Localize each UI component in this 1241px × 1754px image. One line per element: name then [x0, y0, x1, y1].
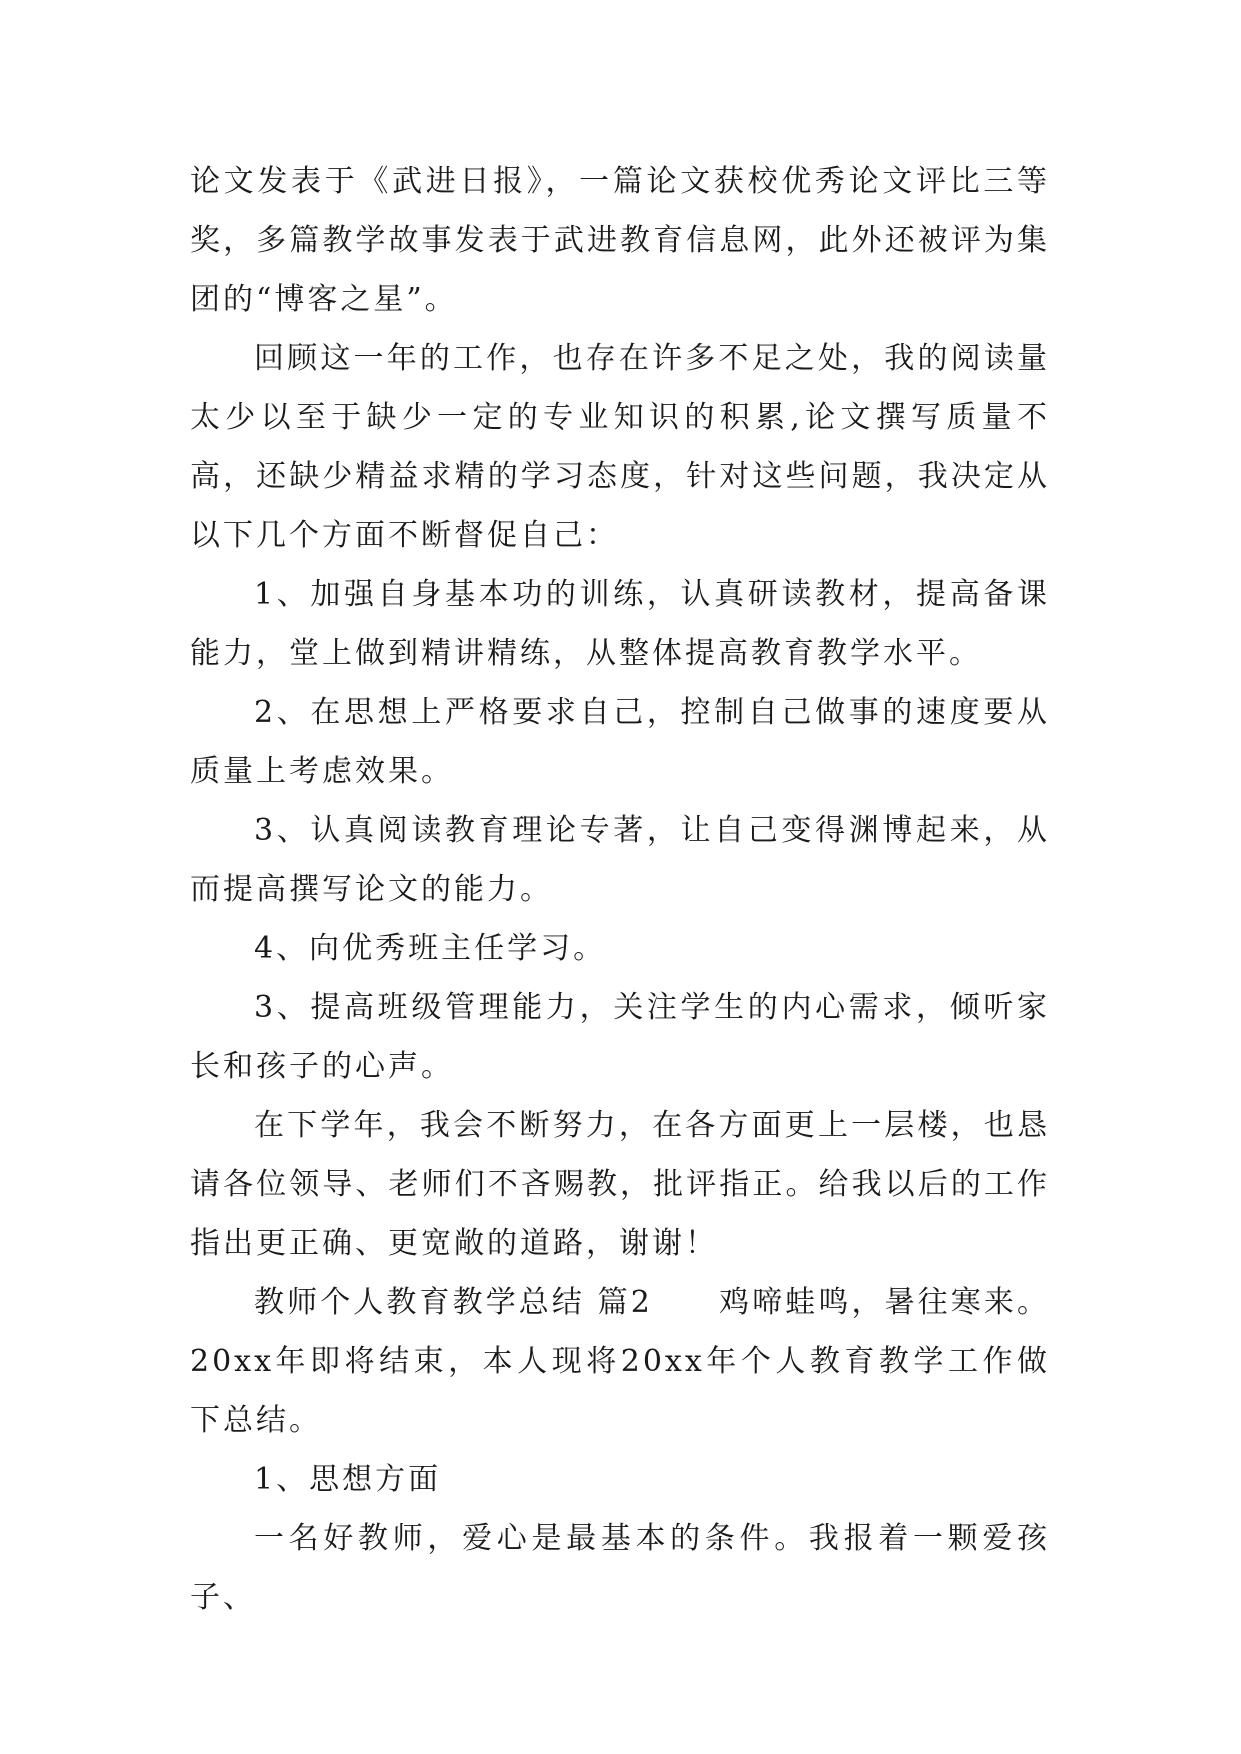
subsection-heading: 1、思想方面	[254, 1462, 442, 1497]
list-item: 3、提高班级管理能力，关注学生的内心需求，倾听家长和孩子的心声。	[190, 990, 1050, 1084]
section-heading-paragraph: 教师个人教育教学总结 篇2 鸡啼蛙鸣，暑往寒来。20xx年即将结束，本人现将20xx年个人教育教学工作做下总结。	[190, 1285, 1050, 1438]
paragraph: 在下学年，我会不断努力，在各方面更上一层楼，也恳请各位领导、老师们不吝赐教，批评指正。给我以后的工作指出更正确、更宽敞的道路，谢谢！	[190, 1108, 1050, 1261]
paragraph: 回顾这一年的工作，也存在许多不足之处，我的阅读量太少以至于缺少一定的专业知识的积累,论文撰写质量不高，还缺少精益求精的学习态度，针对这些问题，我决定从以下几个方面不断督促自己：	[190, 341, 1050, 553]
document-body	[190, 152, 1050, 1627]
list-item: 4、向优秀班主任学习。	[254, 931, 607, 966]
list-item: 1、加强自身基本功的训练，认真研读教材，提高备课能力，堂上做到精讲精练，从整体提高教育教学水平。	[190, 577, 1050, 671]
list-item: 2、在思想上严格要求自己，控制自己做事的速度要从质量上考虑效果。	[190, 695, 1050, 789]
paragraph: 论文发表于《武进日报》，一篇论文获校优秀论文评比三等奖，多篇教学故事发表于武进教育信息网，此外还被评为集团的“博客之星”。	[190, 164, 1050, 317]
list-item: 3、认真阅读教育理论专著，让自己变得渊博起来，从而提高撰写论文的能力。	[190, 813, 1050, 907]
paragraph: 一名好教师，爱心是最基本的条件。我报着一颗爱孩子、	[190, 1521, 1050, 1615]
